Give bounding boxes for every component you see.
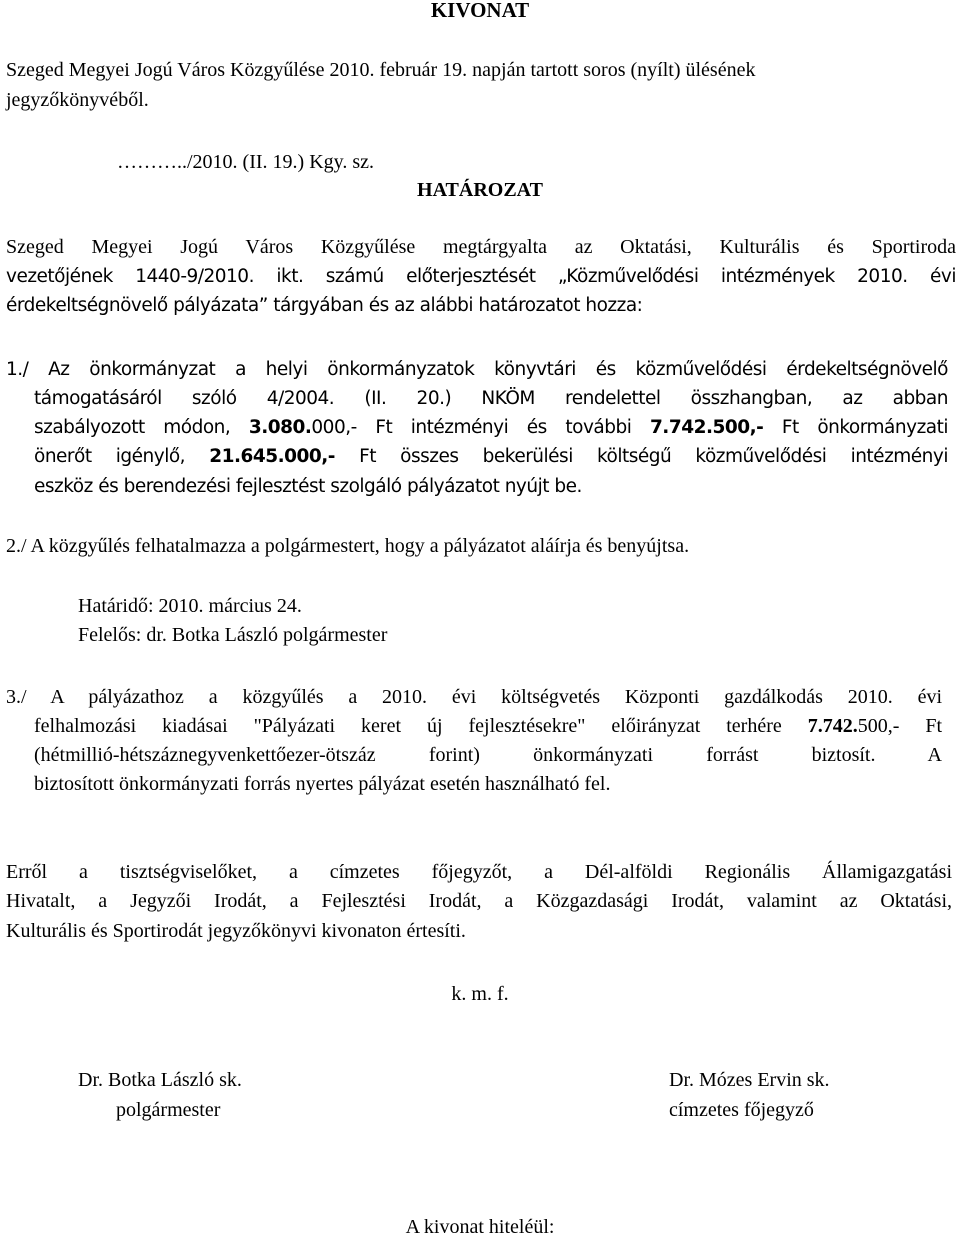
- kmf: k. m. f.: [451, 983, 509, 1005]
- document-title: KIVONAT: [430, 0, 530, 22]
- left-signatory-role: polgármester: [116, 1099, 221, 1121]
- point1-line-5: eszköz és berendezési fejlesztést szolgáló pályázatot nyújt be.: [34, 476, 582, 497]
- point2-text: 2./ A közgyűlés felhatalmazza a polgármestert, hogy a pályázatot aláírja és benyújtsa.: [6, 535, 690, 557]
- right-signatory-role: címzetes főjegyző: [669, 1099, 814, 1121]
- resolution-number: ………../2010. (II. 19.) Kgy. sz.: [117, 151, 375, 173]
- preamble-line-1: Szeged Megyei Jogú Város Közgyűlése megtárgyalta az Oktatási, Kulturális és Sportiroda: [6, 236, 956, 258]
- certification-label: A kivonat hiteléül:: [405, 1216, 555, 1238]
- right-signatory-name: Dr. Mózes Ervin sk.: [669, 1069, 830, 1091]
- point3-line-3: (hétmillió-hétszáznegyvenkettőezer-ötszáz forint) önkormányzati forrást biztosít. A: [34, 744, 942, 766]
- deadline: Határidő: 2010. március 24.: [78, 595, 302, 617]
- point1-line-4: önerőt igénylő, 21.645.000,- Ft összes bekerülési költségű közművelődési intézményi: [34, 446, 948, 467]
- preamble-line-3: érdekeltségnövelő pályázata” tárgyában és az alábbi határozatot hozza:: [6, 295, 643, 316]
- point1-line-3: szabályozott módon, 3.080.000,- Ft intézményi és további 7.742.500,- Ft önkormányzati: [34, 417, 949, 438]
- intro-line-1: Szeged Megyei Jogú Város Közgyűlése 2010. február 19. napján tartott soros (nyílt) ülésének: [6, 59, 756, 81]
- resolution-heading: HATÁROZAT: [417, 179, 543, 201]
- notification-line-3: Kulturális és Sportirodát jegyzőkönyvi kivonaton értesíti.: [6, 920, 466, 942]
- point3-line-2: felhalmozási kiadásai "Pályázati keret új fejlesztésekre" előirányzat terhére 7.742.500,- Ft: [34, 715, 943, 737]
- intro-line-2: jegyzőkönyvéből.: [6, 89, 149, 111]
- left-signatory-name: Dr. Botka László sk.: [78, 1069, 242, 1091]
- point1-line-1: 1./ Az önkormányzat a helyi önkormányzatok könyvtári és közművelődési érdekeltségnövelő: [6, 359, 948, 380]
- point1-line-2: támogatásáról szóló 4/2004. (II. 20.) NKÖM rendelettel összhangban, az abban: [34, 388, 948, 409]
- preamble-line-2: vezetőjének 1440-9/2010. ikt. számú előterjesztését „Közművelődési intézmények 2010. évi: [6, 266, 956, 287]
- point3-line-4: biztosított önkormányzati forrás nyertes pályázat esetén használható fel.: [34, 773, 611, 795]
- responsible: Felelős: dr. Botka László polgármester: [78, 624, 388, 646]
- notification-line-1: Erről a tisztségviselőket, a címzetes főjegyzőt, a Dél-alföldi Regionális Államigazgatási: [6, 861, 952, 883]
- notification-line-2: Hivatalt, a Jegyzői Irodát, a Fejlesztési Irodát, a Közgazdasági Irodát, valamint az Oktatási,: [6, 890, 952, 912]
- point3-line-1: 3./ A pályázathoz a közgyűlés a 2010. évi költségvetés Központi gazdálkodás 2010. évi: [6, 686, 942, 708]
